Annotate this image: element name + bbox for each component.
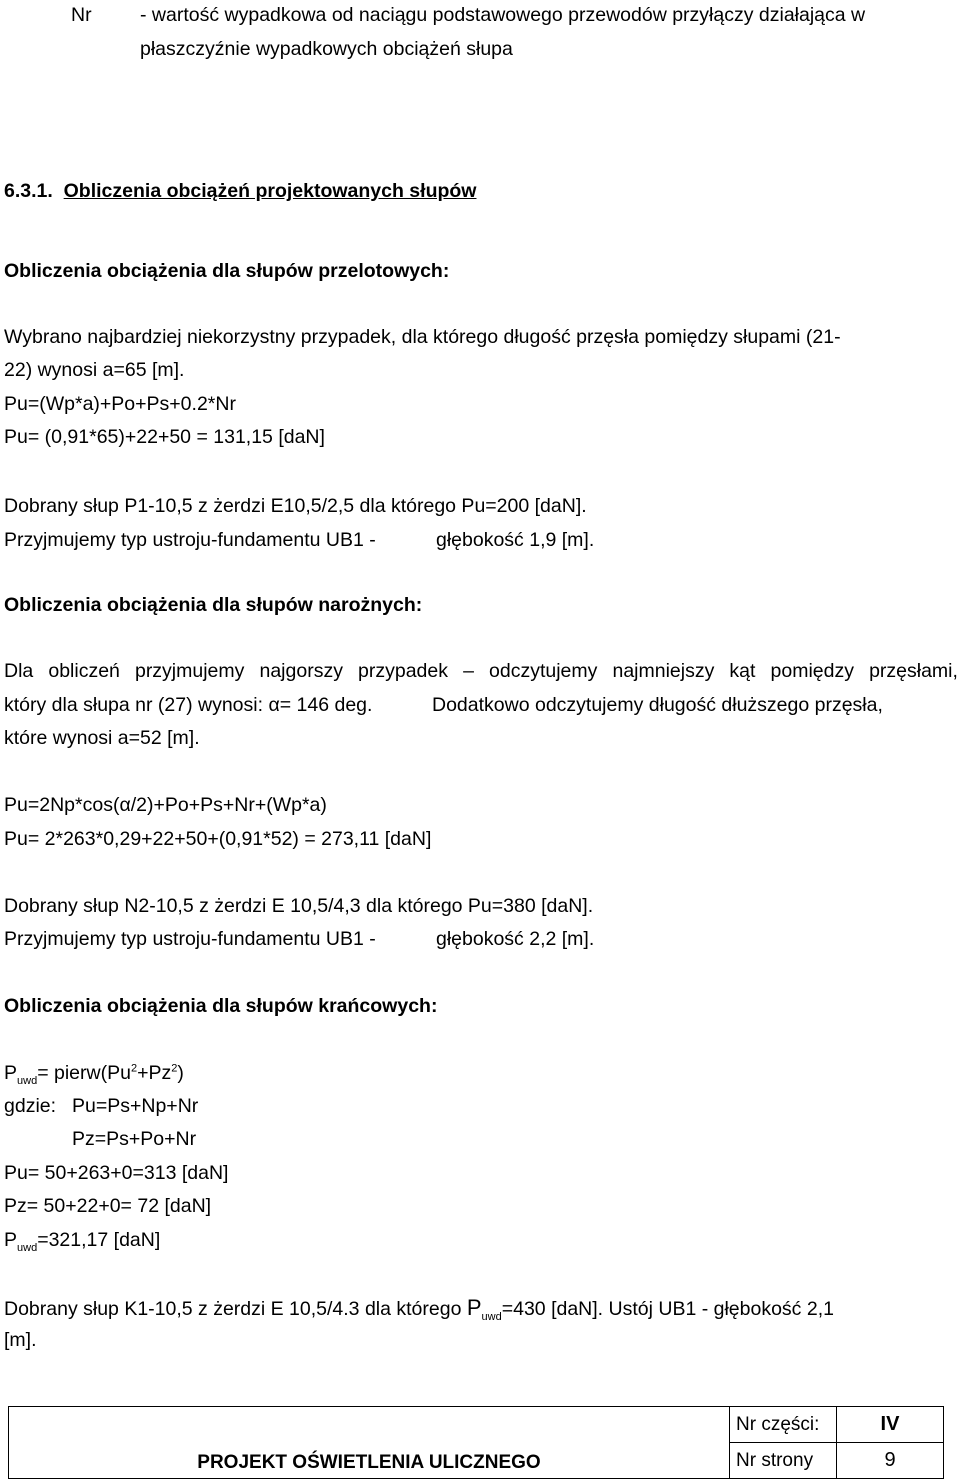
narozne-chosen: Dobrany słup N2-10,5 z żerdzi E 10,5/4,3 dla którego Pu=380 [daN].	[4, 895, 594, 917]
przelotowe-calc: Pu= (0,91*65)+22+50 = 131,15 [daN]	[4, 426, 325, 448]
przelotowe-formula: Pu=(Wp*a)+Po+Ps+0.2*Nr	[4, 393, 236, 415]
narozne-calc: Pu= 2*263*0,29+22+50+(0,91*52) = 273,11 [daN]	[4, 828, 432, 850]
heading-przelotowe: Obliczenia obciążenia dla słupów przelotowych:	[4, 260, 450, 282]
narozne-word: najmniejszy	[612, 660, 715, 682]
narozne-word: Dla	[4, 660, 34, 682]
krancowe-calc-puwd: $P_{uwd}=321,17$ [daN]	[4, 1229, 161, 1254]
przelotowe-text-2: 22) wynosi a=65 [m].	[4, 359, 185, 381]
symbol-nr: Nr	[71, 4, 92, 26]
krancowe-calc-pz: Pz= 50+22+0= 72 [daN]	[4, 1195, 212, 1217]
footer-part-value: IV	[837, 1407, 944, 1443]
heading-krancowe: Obliczenia obciążenia dla słupów krańcowych:	[4, 995, 438, 1017]
narozne-text-1	[4, 662, 958, 682]
narozne-word: –	[463, 660, 474, 682]
section-heading	[4, 182, 476, 202]
intro-line-1: - wartość wypadkowa od naciągu podstawowego przewodów przyłączy działająca w	[140, 4, 866, 26]
narozne-word: kąt	[729, 660, 756, 682]
krancowe-def-pz: Pz=Ps+Po+Nr	[72, 1128, 197, 1150]
krancowe-calc-pu: Pu= 50+263+0=313 [daN]	[4, 1162, 229, 1184]
narozne-text-2b: Dodatkowo odczytujemy długość dłuższego przęsła,	[432, 694, 883, 716]
przelotowe-text-1: Wybrano najbardziej niekorzystny przypadek, dla którego długość przęsła pomiędzy słupami (21-	[4, 326, 841, 348]
section-number: 6.3.1.	[4, 180, 53, 202]
narozne-foundation-a: Przyjmujemy typ ustroju-fundamentu UB1 -	[4, 928, 376, 950]
footer-part-label: Nr części:	[730, 1407, 837, 1443]
footer-table	[8, 1406, 944, 1479]
przelotowe-foundation-b: głębokość 1,9 [m].	[436, 529, 595, 551]
narozne-text-3: które wynosi a=52 [m].	[4, 727, 200, 749]
narozne-formula: Pu=2Np*cos(α/2)+Po+Ps+Nr+(Wp*a)	[4, 794, 327, 816]
section-title: Obliczenia obciążeń projektowanych słupów	[63, 180, 477, 202]
narozne-word: przęsłami,	[869, 660, 958, 682]
narozne-foundation-b: głębokość 2,2 [m].	[436, 928, 595, 950]
narozne-word: pomiędzy	[770, 660, 854, 682]
przelotowe-chosen: Dobrany słup P1-10,5 z żerdzi E10,5/2,5 dla którego Pu=200 [daN].	[4, 495, 587, 517]
krancowe-def-pu: Pu=Ps+Np+Nr	[72, 1095, 199, 1117]
narozne-text-2a: który dla słupa nr (27) wynosi: α= 146 deg.	[4, 694, 373, 716]
intro-line-2: płaszczyźnie wypadkowych obciążeń słupa	[140, 38, 513, 60]
przelotowe-foundation-a: Przyjmujemy typ ustroju-fundamentu UB1 -	[4, 529, 376, 551]
krancowe-formula: $P_{uwd}=$ $pierw(Pu^2+Pz^2)$	[4, 1062, 184, 1087]
footer-project-title: PROJEKT OŚWIETLENIA ULICZNEGO	[9, 1407, 730, 1479]
narozne-word: najgorszy	[259, 660, 343, 682]
footer-page-value: 9	[837, 1443, 944, 1479]
krancowe-chosen: Dobrany słup K1-10,5 z żerdzi E 10,5/4.3 dla którego $P_{uwd}=430$ [daN]. Ustój UB1 - głębokość 2,1	[4, 1295, 834, 1323]
heading-narozne: Obliczenia obciążenia dla słupów narożnych:	[4, 594, 423, 616]
krancowe-gdzie: gdzie:	[4, 1095, 57, 1117]
narozne-word: odczytujemy	[489, 660, 598, 682]
narozne-word: przypadek	[358, 660, 448, 682]
narozne-word: przyjmujemy	[134, 660, 245, 682]
narozne-word: obliczeń	[48, 660, 120, 682]
footer-page-label: Nr strony	[730, 1443, 837, 1479]
krancowe-chosen-2: [m].	[4, 1329, 37, 1351]
